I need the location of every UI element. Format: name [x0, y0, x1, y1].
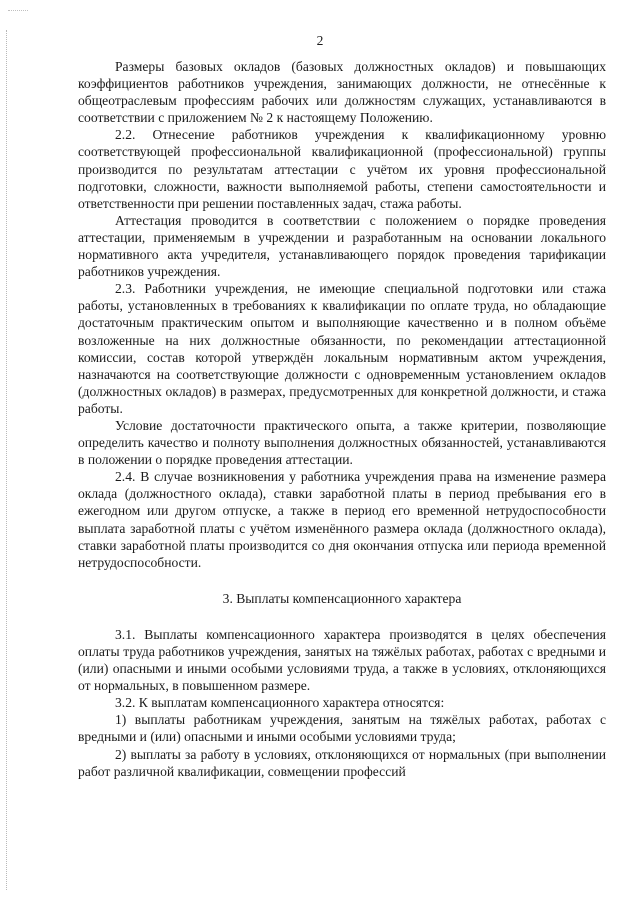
document-body: [78, 58, 606, 780]
paragraph-3-1: 3.1. Выплаты компенсационного характера производятся в целях обеспечения оплаты труда работников учреждения, занятых на тяжёлых работах, работах с вредными и (или) опасными и иными особыми условиями труда, а также в условиях, отклоняющихся от нормальных, в повышенном размере.: [78, 626, 606, 694]
scan-corner-mark: [8, 10, 28, 12]
paragraph-attestation: Аттестация проводится в соответствии с положением о порядке проведения аттестации, применяемым в учреждении и разработанным на основании локального нормативного акта учредителя, устанавливающего порядок проведения тарификации работников учреждения.: [78, 212, 606, 280]
paragraph-base-salaries: Размеры базовых окладов (базовых должностных окладов) и повышающих коэффициентов работников учреждения, занимающих должности, не отнесённые к общеотраслевым профессиям рабочих или должностям служащих, устанавливаются в соответствии с приложением № 2 к настоящему Положению.: [78, 59, 606, 126]
paragraph-2-3: 2.3. Работники учреждения, не имеющие специальной подготовки или стажа работы, установленных в требованиях к квалификации по оплате труда, но обладающие достаточным практическим опытом и выполняющие качественно и в полном объёме возложенные на них должностные обязанности, по рекомендации аттестационной комиссии, состав которой утверждён локальным нормативным актом учреждения, назначаются на соответствующие должности с одновременным установлением окладов (должностных окладов) в размерах, предусмотренных для конкретной должности, и стажа работы.: [78, 281, 606, 416]
paragraph-3-2: 3.2. К выплатам компенсационного характера относятся:: [115, 695, 445, 711]
paragraph-2-2: 2.2. Отнесение работников учреждения к квалификационному уровню соответствующей профессиональной квалификационной (профессиональной) группы производится по результатам аттестации с учётом их уровня профессиональной подготовки, сложности, важности выполняемой работы, степени самостоятельности и ответственности при решении поставленных задач, стажа работы.: [78, 127, 606, 211]
page-number: 2: [316, 33, 324, 48]
paragraph-3-2-item-1: 1) выплаты работникам учреждения, занятым на тяжёлых работах, работах с вредными и (или) опасными и иными особыми условиями труда;: [78, 712, 606, 745]
paragraph-3-2-item-2: 2) выплаты за работу в условиях, отклоняющихся от нормальных (при выполнении работ различной квалификации, совмещении профессий: [78, 746, 606, 779]
scan-edge-mark: [6, 30, 8, 890]
paragraph-experience-condition: Условие достаточности практического опыта, а также критерии, позволяющие определить качество и полноту выполнения должностных обязанностей, устанавливаются в положении о порядке проведения аттестации.: [78, 417, 606, 468]
paragraph-2-4: 2.4. В случае возникновения у работника учреждения права на изменение размера оклада (должностного оклада), ставки заработной платы в период пребывания его в ежегодном или другом отпуске, а также в период его временной нетрудоспособности выплата заработной платы с учётом изменённого размера оклада (должностного оклада), ставки заработной платы производится со дня окончания отпуска или периода временной нетрудоспособности.: [78, 469, 606, 570]
section-title: 3. Выплаты компенсационного характера: [222, 590, 462, 606]
